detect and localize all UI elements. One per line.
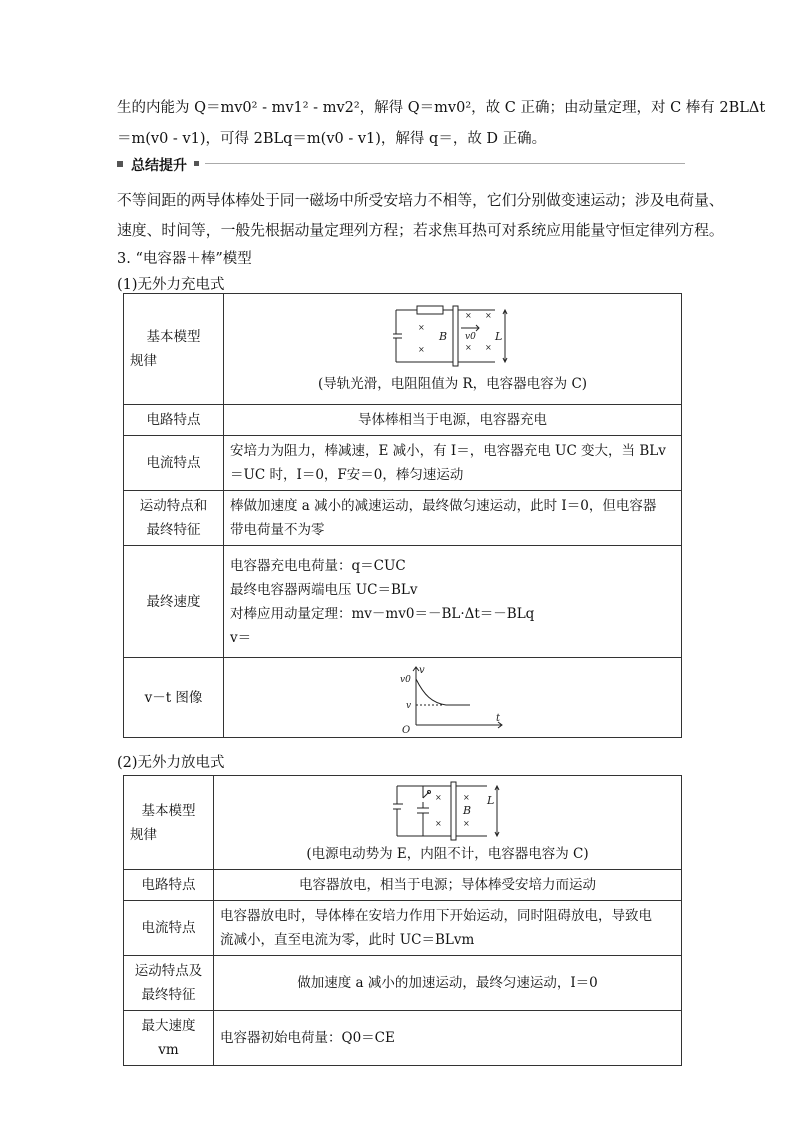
text-line: v＝: [230, 629, 252, 646]
field-cross: ×: [464, 343, 472, 352]
table2-row-circuit: [124, 870, 682, 901]
table2-row-current: [124, 901, 682, 956]
label-line: 最终特征: [146, 522, 201, 538]
square-bullet-icon: [117, 161, 123, 167]
figure-caption: (导轨光滑，电阻阻值为 R，电容器电容为 C): [317, 376, 588, 392]
table2-motion-label: [124, 956, 214, 1011]
summary-header: [117, 158, 685, 174]
table2-row-max-speed: [124, 1011, 682, 1066]
table2-model-label: [124, 776, 214, 870]
table1-final-speed-content: [224, 546, 682, 658]
table1-row-final-speed: [124, 546, 682, 658]
table1-row-motion: [124, 491, 682, 546]
table1-row-graph: [124, 658, 682, 738]
capacitor-circuit-figure: [393, 780, 503, 842]
table2-motion-text: 做加速度 a 减小的加速运动，最终匀速运动，I＝0: [214, 956, 682, 1011]
table1-row-model: [124, 294, 682, 405]
field-cross: ×: [434, 818, 442, 828]
length-label: L: [486, 793, 494, 807]
text-line: 电容器充电电荷量：q＝CUC: [230, 557, 406, 574]
table1-row-current: [124, 436, 682, 491]
axis-v-label: v: [418, 664, 425, 676]
table1-model-label: [124, 294, 224, 405]
intro-line-1: 生的内能为 Q＝mv0² - mv1² - mv2²，解得 Q＝mv0²，故 C 正确；由动量定理，对 C 棒有 2BLΔt: [117, 100, 766, 116]
text-line: 流减小，直至电流为零，此时 UC＝BLvm: [220, 932, 475, 948]
origin-label: O: [401, 724, 410, 733]
field-cross: ×: [464, 311, 472, 320]
table1-motion-content: [224, 491, 682, 546]
text-line: 安培力为阻力，棒减速，E 减小，有 I＝，电容器充电 UC 变大，当 BLv: [230, 443, 666, 459]
table1-current-content: [224, 436, 682, 491]
label-line: 规律: [130, 353, 157, 369]
axis-t-label: t: [495, 712, 500, 724]
square-bullet-icon: [194, 161, 199, 166]
table1-model-content: [224, 294, 682, 405]
field-cross: ×: [434, 792, 442, 802]
label-line: 最终特征: [141, 987, 196, 1003]
field-label-b: B: [462, 803, 471, 817]
field-cross: ×: [417, 345, 425, 354]
field-cross: ×: [417, 323, 425, 332]
field-cross: ×: [484, 311, 492, 320]
divider: [205, 163, 685, 164]
vt-graph: [398, 663, 508, 733]
table2-circuit-label: 电路特点: [124, 870, 214, 901]
table1-graph-label: v－t 图像: [124, 658, 224, 738]
velocity-label: v0: [464, 332, 476, 342]
table1-motion-label: [124, 491, 224, 546]
text-line: 带电荷量不为零: [230, 522, 325, 538]
field-cross: ×: [462, 792, 470, 802]
table1-circuit-label: 电路特点: [124, 405, 224, 436]
table1-final-speed-label: 最终速度: [124, 546, 224, 658]
rc-circuit-figure: [393, 302, 513, 372]
label-line: 运动特点及: [134, 963, 203, 979]
length-label: L: [494, 330, 502, 343]
summary-label: 总结提升: [131, 158, 187, 174]
text-line: 对棒应用动量定理：mv－mv0＝－BL·Δt＝－BLq: [230, 605, 535, 622]
table2-current-label: 电流特点: [124, 901, 214, 956]
table1-graph-content: [224, 658, 682, 738]
table2-model-content: [214, 776, 682, 870]
text-line: 电容器放电时，导体棒在安培力作用下开始运动，同时阻碍放电，导致电: [220, 908, 652, 924]
table1-row-circuit: [124, 405, 682, 436]
table1-caption: (1)无外力充电式: [117, 277, 225, 293]
tick-v0-label: v0: [399, 674, 411, 685]
label-line: 运动特点和: [139, 498, 208, 514]
label-line: 规律: [130, 826, 157, 843]
tick-v-label: v: [405, 700, 411, 711]
table2-max-speed-text: 电容器初始电荷量：Q0＝CE: [214, 1011, 682, 1066]
table2-max-speed-label: 最大速度 vm: [124, 1011, 214, 1066]
table1: [123, 293, 682, 738]
summary-line-2: 速度、时间等，一般先根据动量定理列方程；若求焦耳热可对系统应用能量守恒定律列方程。: [117, 222, 724, 239]
label-line: 基本模型: [141, 802, 196, 819]
table2-circuit-text: 电容器放电，相当于电源；导体棒受安培力而运动: [214, 870, 682, 901]
text-line: 棒做加速度 a 减小的减速运动，最终做匀速运动，此时 I＝0，但电容器: [230, 498, 657, 514]
table2-row-model: [124, 776, 682, 870]
intro-line-2: ＝m(v0 - v1)，可得 2BLq＝m(v0 - v1)，解得 q＝，故 D 正确。: [117, 131, 547, 147]
table2: [123, 775, 682, 1066]
field-cross: ×: [484, 343, 492, 352]
section-3-title: 3. “电容器＋棒”模型: [117, 251, 252, 267]
table2-current-content: [214, 901, 682, 956]
summary-line-1: 不等间距的两导体棒处于同一磁场中所受安培力不相等，它们分别做变速运动；涉及电荷量、: [117, 192, 724, 209]
label-line: 基本模型: [146, 329, 201, 345]
text-line: ＝UC 时，I＝0，F安＝0，棒匀速运动: [230, 467, 464, 483]
table1-circuit-text: 导体棒相当于电源，电容器充电: [224, 405, 682, 436]
text-line: 最终电容器两端电压 UC＝BLv: [230, 581, 418, 598]
field-cross: ×: [462, 818, 470, 828]
figure-caption: (电源电动势为 E，内阻不计，电容器电容为 C): [306, 845, 589, 862]
table2-caption: (2)无外力放电式: [117, 755, 225, 771]
table2-row-motion: [124, 956, 682, 1011]
table1-current-label: 电流特点: [124, 436, 224, 491]
field-label-b: B: [438, 330, 447, 343]
